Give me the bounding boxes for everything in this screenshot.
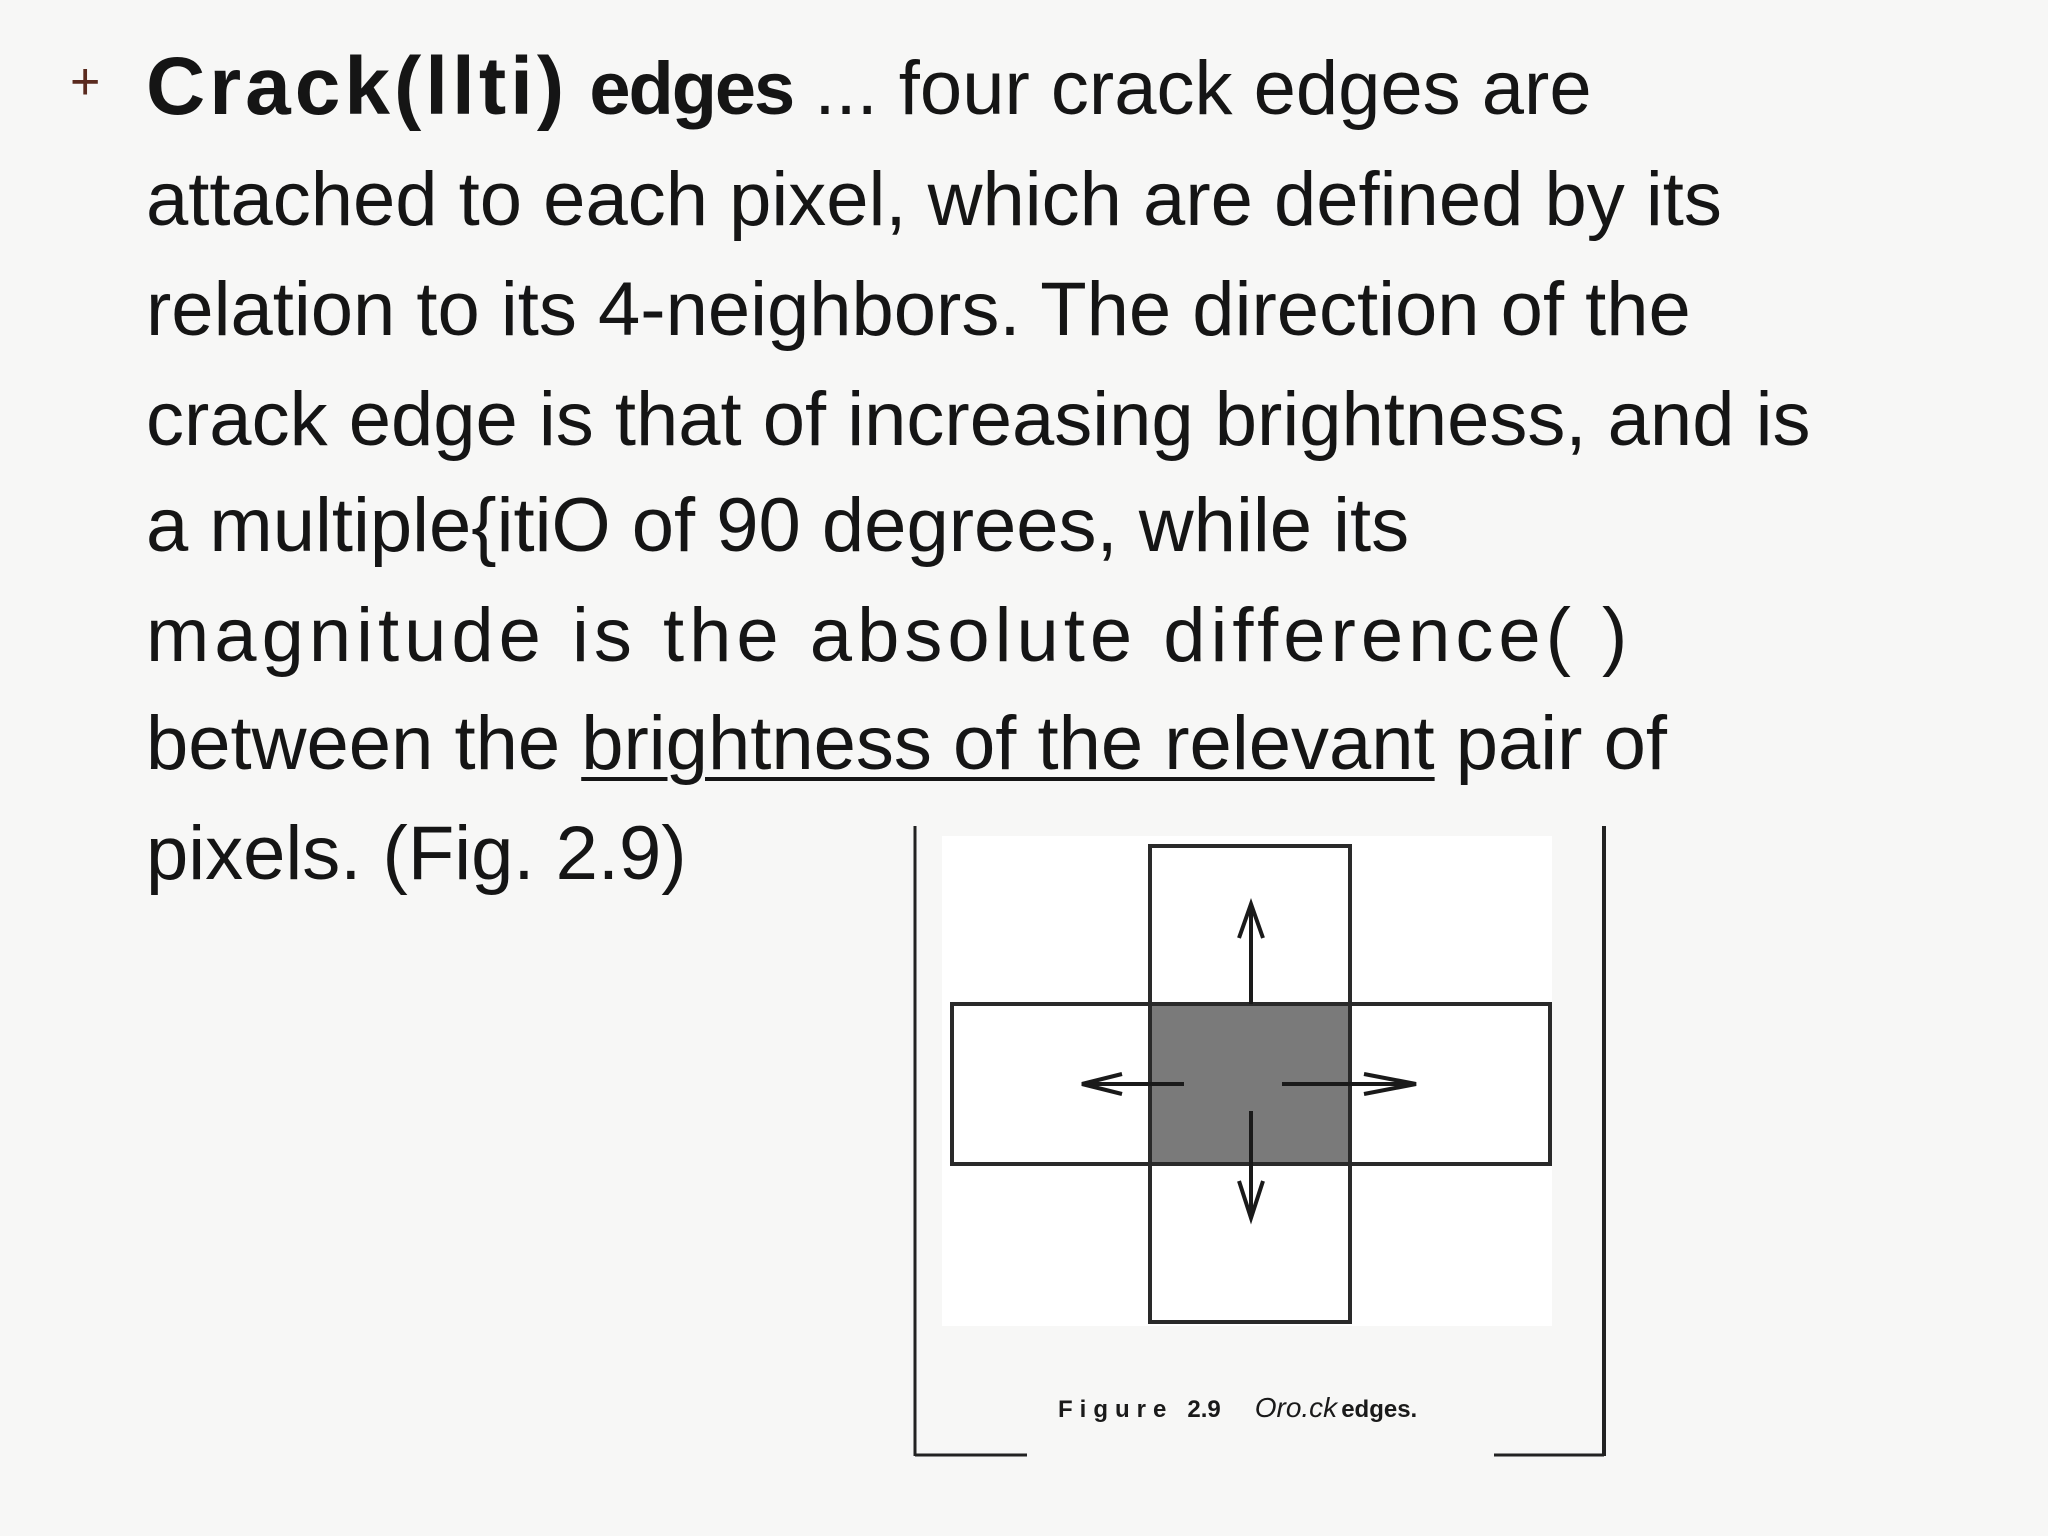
body-line-6: magnitude is the absolute difference( ) <box>146 593 1633 678</box>
crack-edges-figure <box>912 826 1612 1460</box>
body-line-4: crack edge is that of increasing brightness, and is <box>146 377 1811 462</box>
body-line-3: relation to its 4-neighbors. The direction of the <box>146 267 1691 352</box>
crack-edges-diagram <box>912 826 1612 1460</box>
caption-label: Figure <box>1058 1396 1174 1423</box>
heading-line <box>146 41 1592 132</box>
bullet-marker: + <box>70 53 101 111</box>
underlined-phrase: brightness of the relevant <box>581 701 1435 786</box>
body-line-2: attached to each pixel, which are defined by its <box>146 157 1722 242</box>
caption-number: 2.9 <box>1187 1396 1221 1423</box>
figure-caption <box>1058 1392 1417 1424</box>
body-line-5: a multiple{itiO of 90 degrees, while its <box>146 483 1410 568</box>
body-line-7-before: between the <box>146 701 582 786</box>
heading-term: Crack(llti) <box>146 41 569 132</box>
body-line-7 <box>146 701 1667 786</box>
caption-title-italic: Oro.ck <box>1254 1392 1338 1423</box>
body-line-8: pixels. (Fig. 2.9) <box>146 811 687 896</box>
caption-title-rest: edges. <box>1341 1396 1418 1423</box>
heading-edges: edges <box>589 47 794 130</box>
heading-rest: ... four crack edges are <box>814 46 1592 131</box>
body-line-7-after: pair of <box>1434 701 1667 786</box>
